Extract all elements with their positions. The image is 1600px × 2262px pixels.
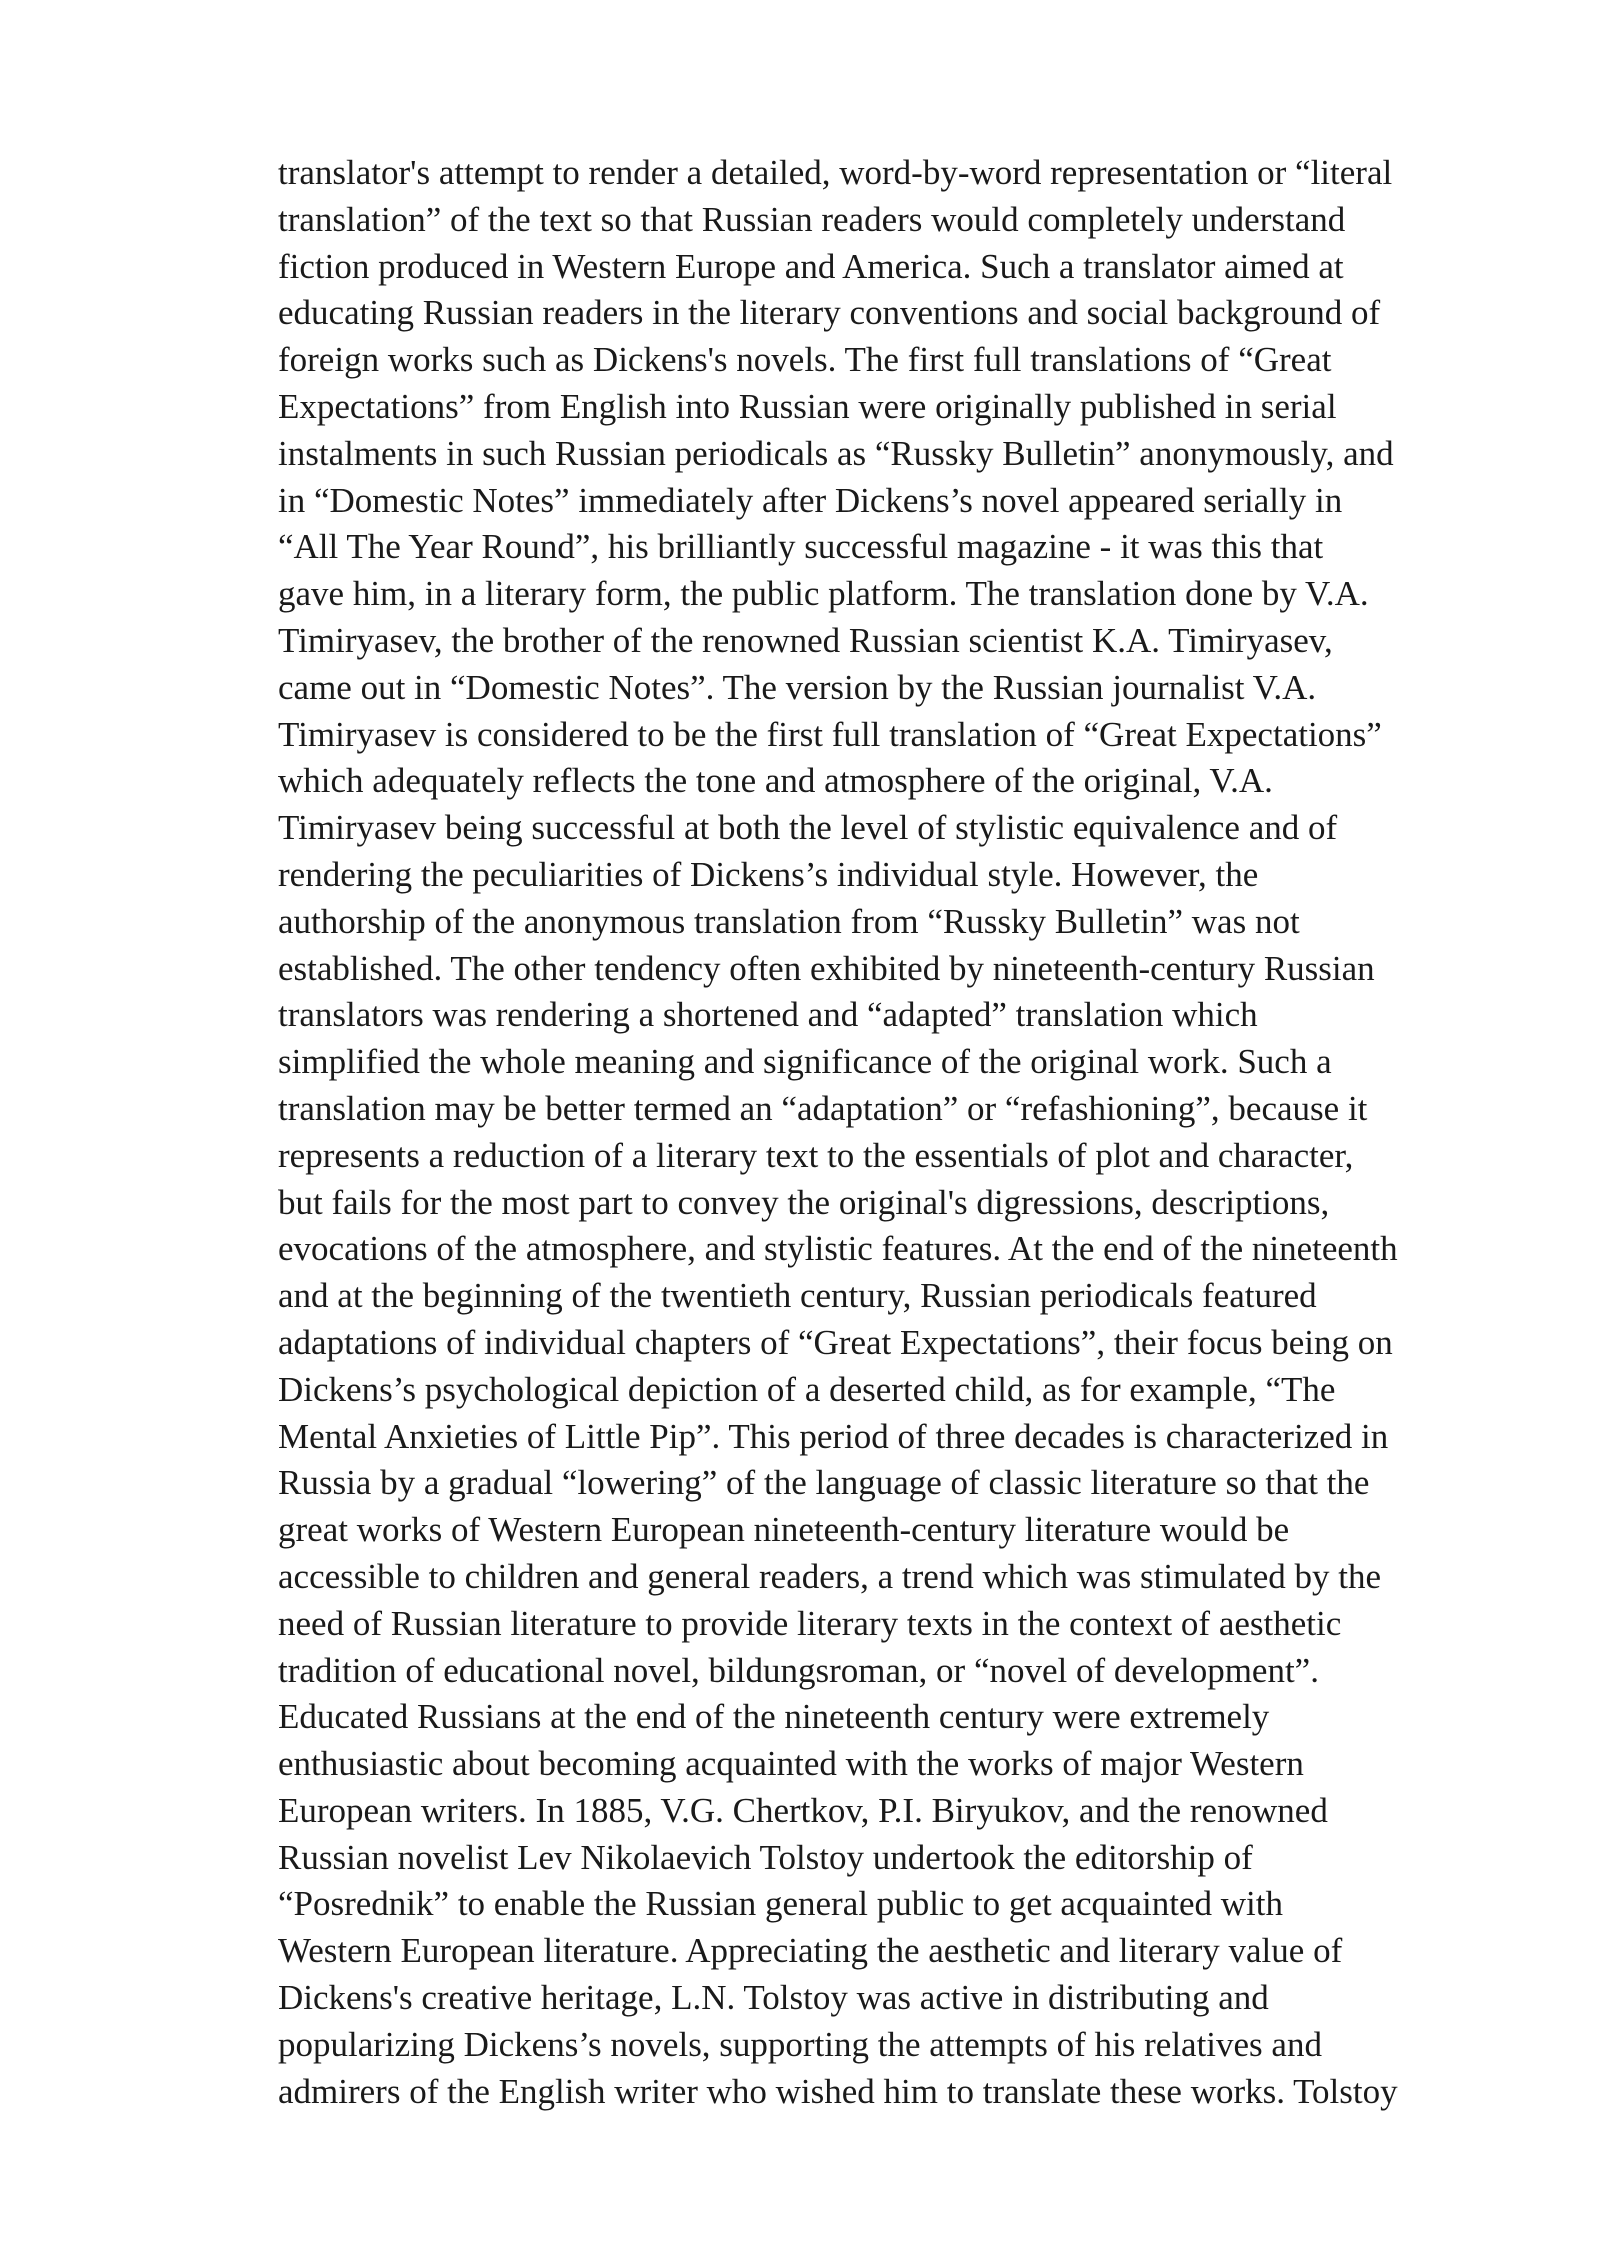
text-line: Dickens’s psychological depiction of a deserted child, as for example, “The bbox=[278, 1369, 1336, 1409]
text-line: Timiryasev being successful at both the level of stylistic equivalence and of bbox=[278, 808, 1338, 848]
text-line: fiction produced in Western Europe and America. Such a translator aimed at bbox=[278, 246, 1344, 286]
text-line: tradition of educational novel, bildungsroman, or “novel of development”. bbox=[278, 1650, 1319, 1690]
text-line: translation may be better termed an “adaptation” or “refashioning”, because it bbox=[278, 1088, 1368, 1128]
text-line: accessible to children and general readers, a trend which was stimulated by the bbox=[278, 1556, 1382, 1596]
text-line: need of Russian literature to provide literary texts in the context of aesthetic bbox=[278, 1603, 1342, 1643]
text-line: Dickens's creative heritage, L.N. Tolstoy was active in distributing and bbox=[278, 1978, 1269, 2018]
text-line: in “Domestic Notes” immediately after Dickens’s novel appeared serially in bbox=[278, 480, 1343, 520]
text-line: enthusiastic about becoming acquainted with the works of major Western bbox=[278, 1744, 1304, 1784]
text-line: Russia by a gradual “lowering” of the language of classic literature so that the bbox=[278, 1463, 1370, 1503]
text-line: great works of Western European nineteenth-century literature would be bbox=[278, 1510, 1290, 1550]
text-line: Western European literature. Appreciating the aesthetic and literary value of bbox=[278, 1931, 1343, 1971]
text-line: Timiryasev is considered to be the first full translation of “Great Expectations” bbox=[278, 714, 1382, 754]
text-line: Russian novelist Lev Nikolaevich Tolstoy undertook the editorship of bbox=[278, 1837, 1253, 1877]
text-line: gave him, in a literary form, the public platform. The translation done by V.A. bbox=[278, 574, 1369, 614]
text-line: translation” of the text so that Russian readers would completely understand bbox=[278, 199, 1346, 239]
text-line: represents a reduction of a literary text to the essentials of plot and character, bbox=[278, 1135, 1354, 1175]
text-line: instalments in such Russian periodicals as “Russky Bulletin” anonymously, and bbox=[278, 433, 1394, 473]
text-line: Mental Anxieties of Little Pip”. This period of three decades is characterized in bbox=[278, 1416, 1389, 1456]
text-line: educating Russian readers in the literary conventions and social background of bbox=[278, 293, 1381, 333]
text-line: admirers of the English writer who wished him to translate these works. Tolstoy bbox=[278, 2071, 1398, 2111]
text-line: translators was rendering a shortened and “adapted” translation which bbox=[278, 995, 1258, 1035]
text-line: Educated Russians at the end of the nineteenth century were extremely bbox=[278, 1697, 1270, 1737]
text-line: came out in “Domestic Notes”. The version by the Russian journalist V.A. bbox=[278, 667, 1317, 707]
text-line: Expectations” from English into Russian were originally published in serial bbox=[278, 386, 1337, 426]
text-line: simplified the whole meaning and significance of the original work. Such a bbox=[278, 1042, 1332, 1082]
text-line: foreign works such as Dickens's novels. The first full translations of “Great bbox=[278, 340, 1332, 380]
text-line: “Posrednik” to enable the Russian general public to get acquainted with bbox=[278, 1884, 1283, 1924]
text-line: but fails for the most part to convey the original's digressions, descriptions, bbox=[278, 1182, 1330, 1222]
text-line: evocations of the atmosphere, and stylistic features. At the end of the nineteenth bbox=[278, 1229, 1398, 1269]
text-line: European writers. In 1885, V.G. Chertkov, P.I. Biryukov, and the renowned bbox=[278, 1790, 1328, 1830]
text-line: “All The Year Round”, his brilliantly successful magazine - it was this that bbox=[278, 527, 1324, 567]
body-text bbox=[278, 150, 1518, 2115]
text-line: and at the beginning of the twentieth century, Russian periodicals featured bbox=[278, 1276, 1317, 1316]
text-line: authorship of the anonymous translation from “Russky Bulletin” was not bbox=[278, 901, 1300, 941]
text-line: rendering the peculiarities of Dickens’s individual style. However, the bbox=[278, 854, 1259, 894]
text-line: Timiryasev, the brother of the renowned Russian scientist K.A. Timiryasev, bbox=[278, 620, 1333, 660]
text-line: established. The other tendency often exhibited by nineteenth-century Russian bbox=[278, 948, 1375, 988]
text-line: popularizing Dickens’s novels, supporting the attempts of his relatives and bbox=[278, 2024, 1322, 2064]
text-line: translator's attempt to render a detailed, word-by-word representation or “literal bbox=[278, 153, 1393, 192]
text-line: adaptations of individual chapters of “Great Expectations”, their focus being on bbox=[278, 1322, 1393, 1362]
text-line: which adequately reflects the tone and atmosphere of the original, V.A. bbox=[278, 761, 1273, 801]
